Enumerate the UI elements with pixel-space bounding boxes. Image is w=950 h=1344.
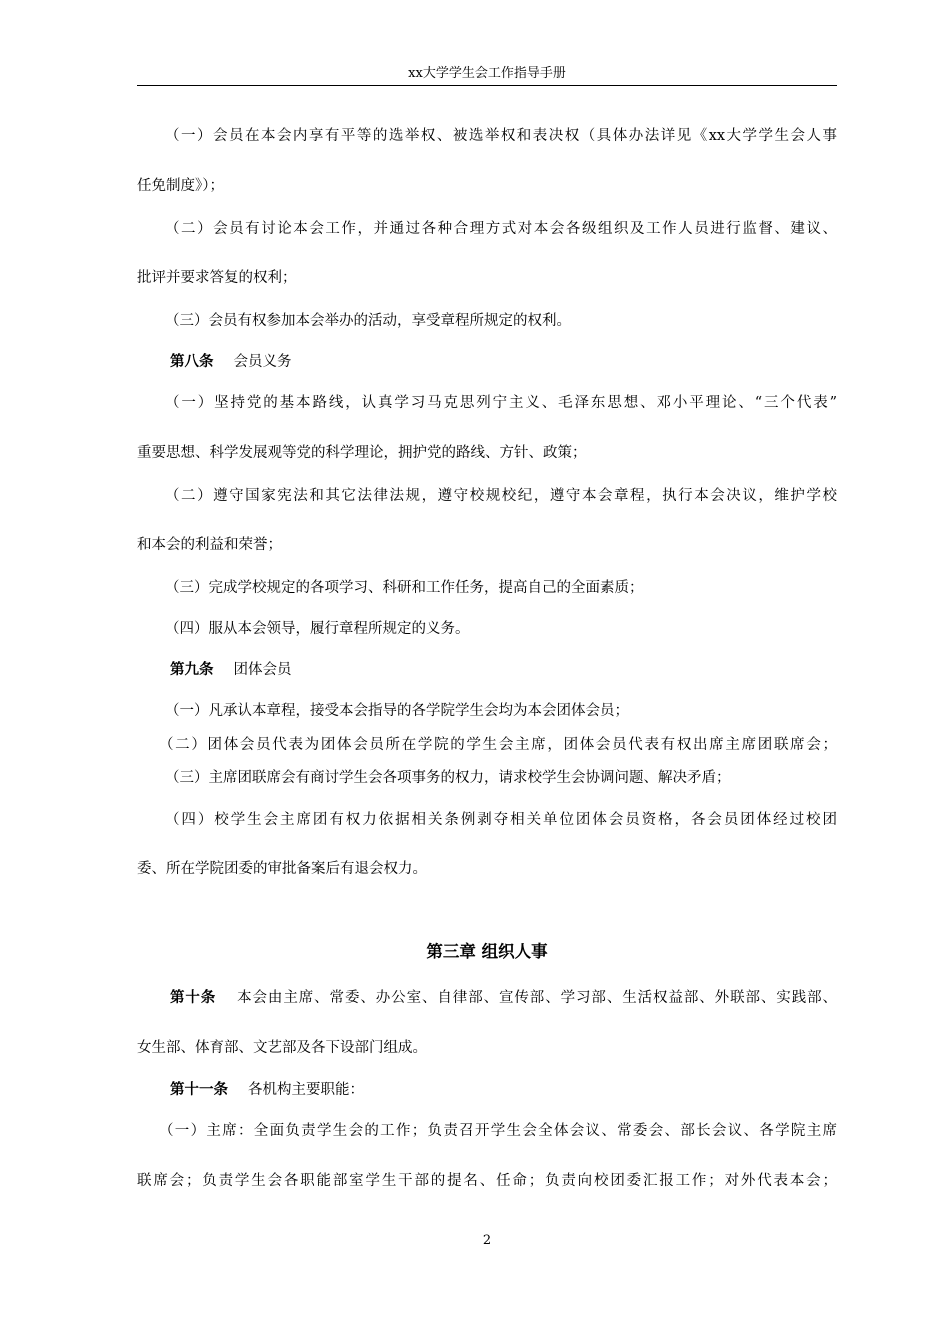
- paragraph-line: （一）凡承认本章程，接受本会指导的各学院学生会均为本会团体会员；: [165, 703, 629, 719]
- paragraph-line: （二）遵守国家宪法和其它法律法规，遵守校规校纪，遵守本会章程，执行本会决议，维护学校: [165, 488, 837, 504]
- paragraph-line: （二）会员有讨论本会工作，并通过各种合理方式对本会各级组织及工作人员进行监督、建议、: [165, 221, 837, 237]
- paragraph-line: 批评并要求答复的权利；: [137, 270, 297, 286]
- paragraph-line: （三）会员有权参加本会举办的活动，享受章程所规定的权利。: [165, 313, 571, 329]
- paragraph-line: （四）校学生会主席团有权力依据相关条例剥夺相关单位团体会员资格，各会员团体经过校团: [165, 812, 837, 828]
- article-title: 会员义务: [233, 354, 292, 370]
- page-number: 2: [482, 1233, 492, 1248]
- paragraph-line: 任免制度》）；: [137, 178, 224, 194]
- article-heading: [137, 352, 837, 372]
- article-heading: [137, 988, 837, 1008]
- paragraph-line: （三）完成学校规定的各项学习、科研和工作任务，提高自己的全面素质；: [165, 580, 644, 596]
- paragraph-line: 委、所在学院团委的审批备案后有退会权力。: [137, 861, 427, 877]
- article-label: 第十条: [170, 989, 217, 1006]
- running-header: xx大学学生会工作指导手册: [408, 66, 566, 81]
- paragraph-line: 联席会；负责学生会各职能部室学生干部的提名、任命；负责向校团委汇报工作；对外代表本会；: [137, 1173, 837, 1189]
- paragraph-line: （三）主席团联席会有商讨学生会各项事务的权力，请求校学生会协调问题、解决矛盾；: [165, 770, 731, 786]
- paragraph-line: （四）服从本会领导，履行章程所规定的义务。: [165, 621, 470, 637]
- chapter-heading: 第三章 组织人事: [426, 942, 548, 961]
- article-text: 本会由主席、常委、办公室、自律部、宣传部、学习部、生活权益部、外联部、实践部、: [236, 990, 837, 1006]
- article-label: 第九条: [170, 661, 214, 678]
- article-heading: [137, 1080, 837, 1100]
- paragraph-line: （二）团体会员代表为团体会员所在学院的学生会主席，团体会员代表有权出席主席团联席会；: [159, 737, 837, 753]
- article-label: 第八条: [170, 353, 214, 370]
- article-label: 第十一条: [170, 1081, 228, 1098]
- paragraph-line: （一）会员在本会内享有平等的选举权、被选举权和表决权（具体办法详见《xx大学学生会人事: [165, 128, 837, 144]
- paragraph-line: 女生部、体育部、文艺部及各下设部门组成。: [137, 1040, 427, 1056]
- paragraph-line: （一）坚持党的基本路线，认真学习马克思列宁主义、毛泽东思想、邓小平理论、“三个代表”: [165, 395, 837, 411]
- article-title: 团体会员: [233, 662, 292, 678]
- article-heading: [137, 660, 837, 680]
- paragraph-line: （一）主席：全面负责学生会的工作；负责召开学生会全体会议、常委会、部长会议、各学院主席: [159, 1123, 837, 1139]
- article-title: 各机构主要职能：: [248, 1082, 364, 1098]
- paragraph-line: 重要思想、科学发展观等党的科学理论，拥护党的路线、方针、政策；: [137, 445, 587, 461]
- paragraph-line: 和本会的利益和荣誉；: [137, 537, 282, 553]
- header-divider: [137, 85, 837, 86]
